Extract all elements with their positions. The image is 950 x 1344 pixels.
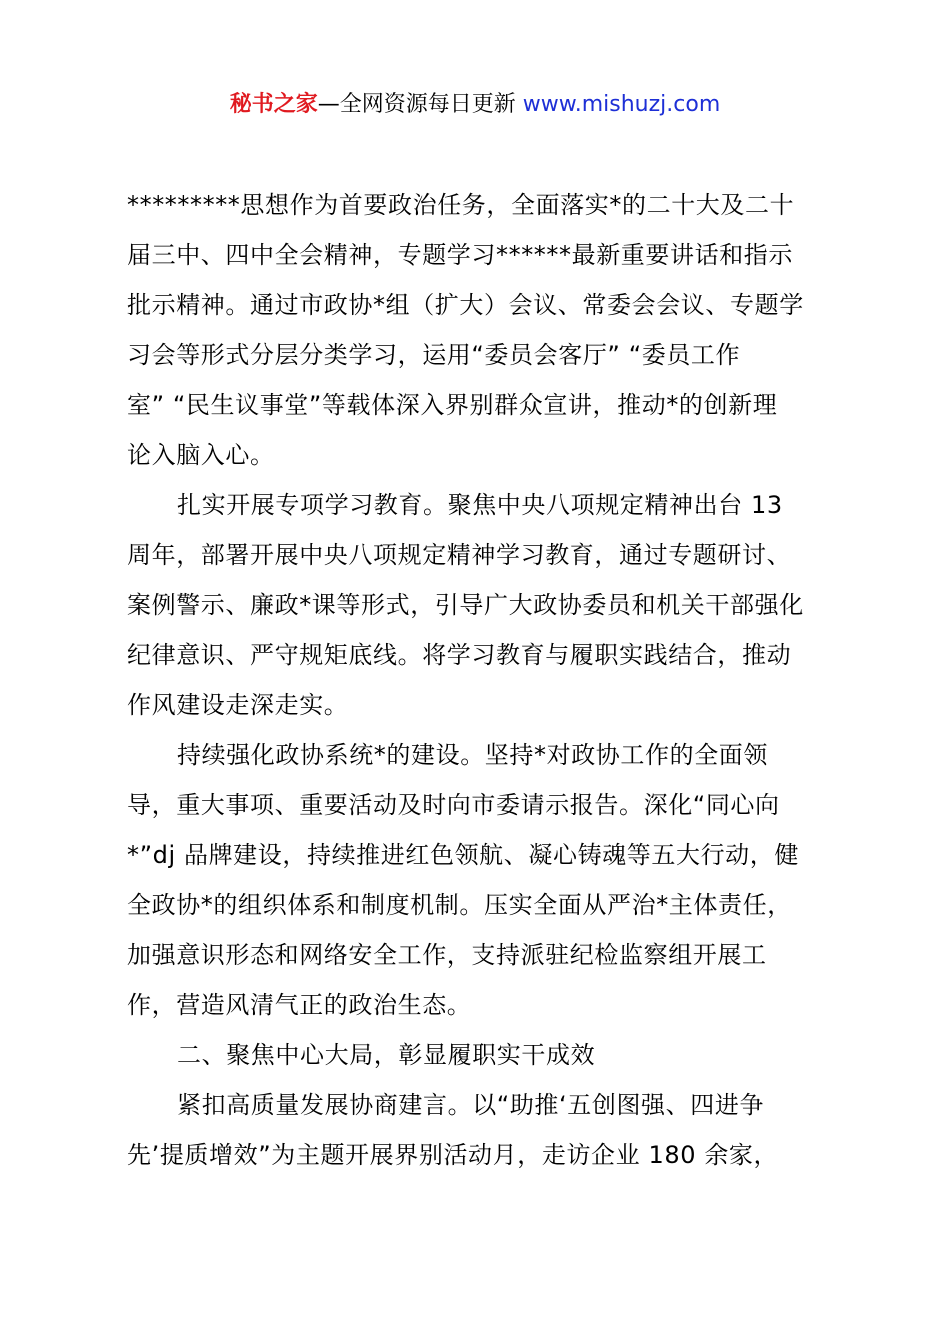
section-heading: 二、聚焦中心大局，彰显履职实干成效 (177, 1041, 596, 1069)
text-line: 习会等形式分层分类学习，运用“委员会客厅” “委员工作 (127, 341, 741, 369)
text-line: 周年，部署开展中央八项规定精神学习教育，通过专题研讨、 (127, 541, 792, 569)
text-line: 论入脑入心。 (127, 441, 275, 469)
text-line: *”dj 品牌建设，持续推进红色领航、凝心铸魂等五大行动，健 (127, 841, 799, 869)
document-body (127, 180, 833, 1180)
text-line: 先’提质增效”为主题开展界别活动月，走访企业 180 余家， (127, 1141, 779, 1169)
text-line: 导，重大事项、重要活动及时向市委请示报告。深化“同心向 (127, 791, 780, 819)
text-line: 加强意识形态和网络安全工作，支持派驻纪检监察组开展工 (127, 941, 767, 969)
text-line: 批示精神。通过市政协*组（扩大）会议、常委会会议、专题学 (127, 291, 804, 319)
paragraph-start-line: 持续强化政协系统*的建设。坚持*对政协工作的全面领 (177, 741, 768, 769)
site-url[interactable]: www.mishuzj.com (522, 92, 721, 117)
text-line: 全政协*的组织体系和制度机制。压实全面从严治*主体责任， (127, 891, 792, 919)
text-line: 作风建设走深走实。 (127, 691, 349, 719)
text-line: 纪律意识、严守规矩底线。将学习教育与履职实践结合，推动 (127, 641, 792, 669)
paragraph-start-line: 紧扣高质量发展协商建言。以“助推‘五创图强、四进争 (177, 1091, 765, 1119)
text-line: 室” “民生议事堂”等载体深入界别群众宣讲，推动*的创新理 (127, 391, 778, 419)
text-line: 届三中、四中全会精神，专题学习******最新重要讲话和指示 (127, 241, 793, 269)
text-line: 作，营造风清气正的政治生态。 (127, 991, 472, 1019)
text-line: *********思想作为首要政治任务，全面落实*的二十大及二十 (127, 191, 795, 219)
brand-name: 秘书之家 (229, 92, 318, 117)
text-line: 案例警示、廉政*课等形式，引导广大政协委员和机关干部强化 (127, 591, 804, 619)
document-header (0, 88, 950, 122)
header-tagline: —全网资源每日更新 (317, 92, 523, 117)
paragraph-start-line: 扎实开展专项学习教育。聚焦中央八项规定精神出台 13 (177, 491, 783, 519)
